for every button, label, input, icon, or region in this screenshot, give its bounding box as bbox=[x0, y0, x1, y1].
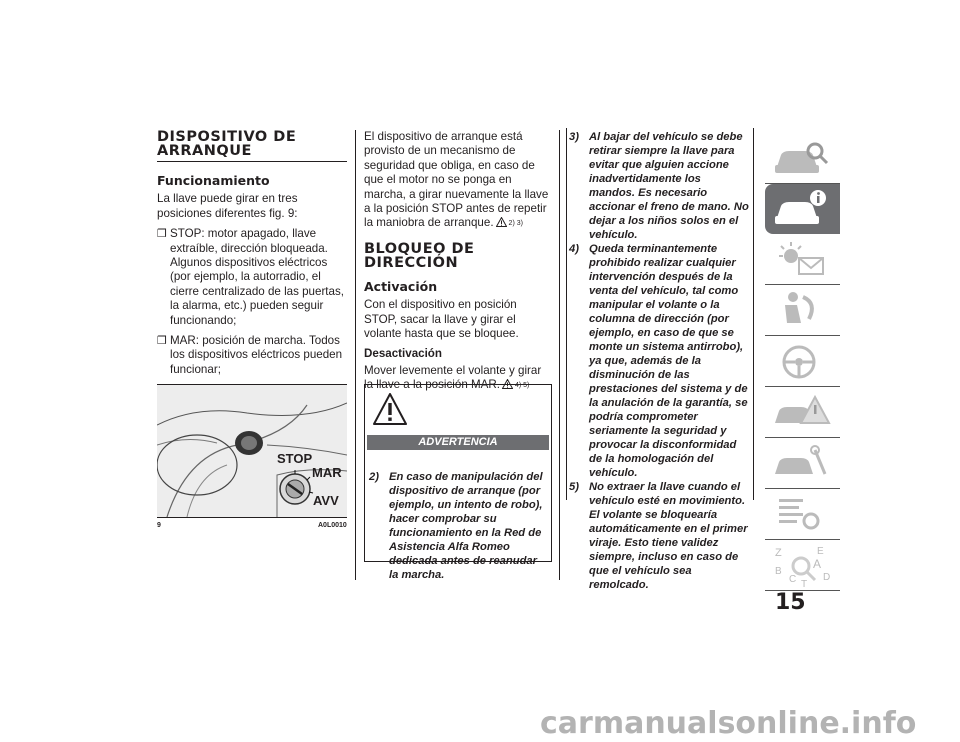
warning-triangle-icon bbox=[496, 217, 507, 227]
checkbox-bullet-icon: ❒ bbox=[157, 228, 167, 241]
chapter-tab-knowing-car[interactable] bbox=[765, 133, 840, 184]
section-title: BLOQUEO DE DIRECCIÓN bbox=[364, 240, 475, 271]
chapter-tab-maintenance[interactable] bbox=[765, 438, 840, 489]
ignition-figure bbox=[157, 384, 347, 518]
label-mar: MAR bbox=[312, 465, 342, 480]
intro-text: La llave puede girar en tres posiciones diferentes fig. 9: bbox=[157, 192, 298, 220]
column-1 bbox=[157, 130, 347, 404]
alphabet-index-icon bbox=[771, 544, 837, 588]
figure-number: 9 bbox=[157, 522, 161, 529]
list-item: ❒ MAR: posición de marcha. Todos los dispositivos eléctricos pueden funcionar; bbox=[157, 334, 343, 376]
car-search-icon bbox=[771, 137, 831, 179]
steering-wheel-icon bbox=[771, 340, 831, 382]
checkbox-bullet-icon: ❒ bbox=[157, 335, 167, 348]
warning-text bbox=[369, 470, 547, 582]
warning-item: 3) Al bajar del vehículo se debe retirar siempre la llave para evitar que alguien accione inadvertidamente los mandos. Es necesario accionar el freno de mano. No dejar a los niños solos en el vehículo. bbox=[569, 131, 749, 241]
warning-refs: 4) 5) bbox=[514, 382, 530, 390]
subsection-title: Activación bbox=[364, 278, 438, 294]
page-number: 15 bbox=[775, 590, 806, 615]
index-letter: Z bbox=[775, 547, 782, 559]
subsection-title: Funcionamiento bbox=[157, 173, 270, 188]
paragraph: Con el dispositivo en posición STOP, sacar la llave y girar el volante hasta que se bloquee. bbox=[364, 298, 519, 341]
chapter-tab-index[interactable] bbox=[765, 540, 840, 591]
warning-item: 4) Queda terminantemente prohibido realizar cualquier intervención después de la venta del vehículo, tal como manipular el volante o la columna de dirección (por ejemplo, en caso de que se monte un sistema antirrobo), ya que, además de la disminución de las prestaciones del sistema y de la anulación de la garantía, se podría comprometer seriamente la seguridad y provocar la disconformidad de la homologación del vehículo. bbox=[569, 243, 748, 479]
warning-box bbox=[364, 384, 552, 581]
chapter-tab-getting-to-know[interactable] bbox=[765, 184, 840, 234]
car-info-icon bbox=[771, 188, 831, 230]
warning-text bbox=[569, 130, 749, 592]
index-letter: T bbox=[801, 579, 808, 588]
index-letter: B bbox=[775, 566, 782, 577]
chapter-tab-driving[interactable] bbox=[765, 336, 840, 387]
lights-message-icon bbox=[771, 238, 831, 280]
column-divider bbox=[559, 130, 560, 580]
chapter-tab-emergency[interactable] bbox=[765, 387, 840, 438]
warning-item: 2) En caso de manipulación del dispositivo de arranque (por ejemplo, un intento de robo), hacer comprobar su funcionamiento en la Red de Asistencia Alfa Romeo dedicada antes de reanudar la marcha. bbox=[369, 471, 543, 581]
chapter-tab-technical-data[interactable] bbox=[765, 489, 840, 540]
chapter-tab-safety[interactable] bbox=[765, 285, 840, 336]
seat-airbag-icon bbox=[771, 289, 831, 331]
index-letter: C bbox=[789, 574, 797, 585]
data-settings-icon bbox=[771, 493, 831, 535]
column-2 bbox=[364, 130, 552, 400]
index-letter: D bbox=[823, 572, 831, 583]
warning-item: 5) No extraer la llave cuando el vehículo esté en movimiento. El volante se bloquearía automáticamente en el primer viraje. Esto tiene validez siempre, incluso en caso de que el vehículo sea remolcado. bbox=[569, 481, 748, 591]
figure-code: A0L0010 bbox=[318, 522, 347, 529]
warning-bar: ADVERTENCIA bbox=[367, 435, 549, 450]
chapter-tab-lights[interactable] bbox=[765, 234, 840, 285]
chapter-sidebar bbox=[765, 133, 840, 591]
warning-refs: 2) 3) bbox=[508, 220, 523, 228]
car-wrench-icon bbox=[771, 442, 831, 484]
index-letter: A bbox=[813, 557, 822, 571]
label-stop: STOP bbox=[277, 451, 313, 466]
paragraph: El dispositivo de arranque está provisto de un mecanismo de seguridad que obliga, en caso de que el motor no se ponga en marcha, a girar nuevamente la llave a la posición STOP antes de repetir la maniobra de arranque. 2) 3) bbox=[364, 130, 549, 230]
column-divider bbox=[355, 130, 356, 580]
car-warning-icon bbox=[771, 391, 831, 433]
watermark: carmanualsonline.info bbox=[540, 706, 917, 741]
index-letter: E bbox=[817, 546, 824, 557]
list-item: ❒ STOP: motor apagado, llave extraíble, dirección bloqueada. Algunos dispositivos eléctricos (por ejemplo, la autorradio, el cierre centralizado de las puertas, la alarma, etc.) pueden seguir funcionando; bbox=[157, 227, 344, 327]
subsection-title: Desactivación bbox=[364, 347, 442, 361]
warning-continuation-box bbox=[566, 128, 754, 591]
section-title: DISPOSITIVO DE ARRANQUE bbox=[157, 130, 347, 162]
label-avv: AVV bbox=[313, 493, 339, 508]
warning-triangle-icon bbox=[373, 393, 407, 425]
paragraph: Mover levemente el volante y girar la llave a la posición MAR. 4) 5) bbox=[364, 363, 542, 392]
